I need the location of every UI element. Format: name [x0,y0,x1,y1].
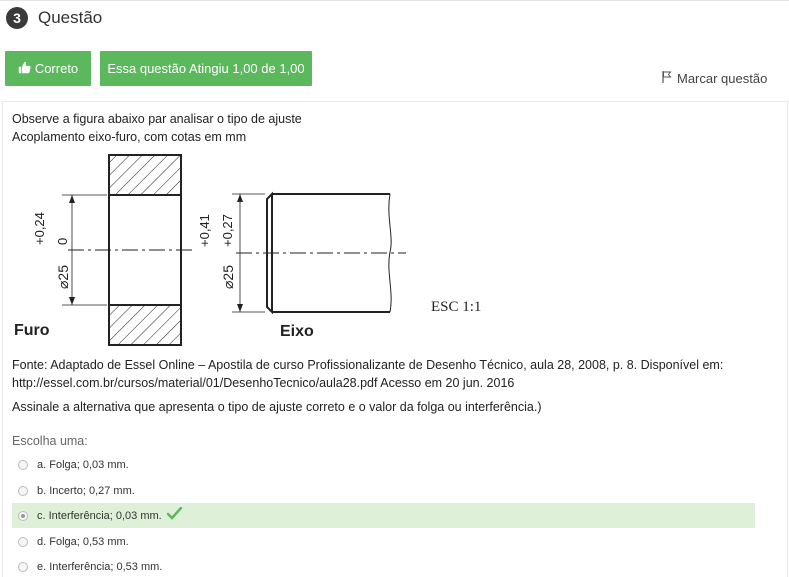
grade-badge: Essa questão Atingiu 1,00 de 1,00 [100,51,312,86]
option-b-label: b. Incerto; 0,27 mm. [37,484,135,497]
thumbs-up-icon [18,61,31,77]
radio-c[interactable] [18,511,28,521]
flag-question-link[interactable] [662,71,767,86]
hole-lower-tolerance: 0 [55,237,70,245]
shaft-drawing [232,194,406,312]
option-c-label: c. Interferência; 0,03 mm. [37,509,162,522]
checkmark-icon [167,507,182,524]
option-a-label: a. Folga; 0,03 mm. [37,458,129,471]
option-e-label: e. Interferência; 0,53 mm. [37,560,163,573]
fit-figure [10,147,490,352]
scale-label: ESC 1:1 [431,299,482,315]
radio-d[interactable] [18,537,28,547]
option-a[interactable] [12,452,755,477]
flag-icon [662,71,677,86]
shaft-upper-tolerance: +0,41 [197,214,212,247]
shaft-lower-tolerance: +0,27 [220,214,235,247]
option-d[interactable] [12,529,755,554]
source-line2: http://essel.com.br/cursos/material/01/DesenhoTecnico/aula28.pdf Acesso em 20 jun. 2016 [12,376,515,390]
question-number-badge: 3 [6,7,28,29]
question-text-line1: Observe a figura abaixo par analisar o tipo de ajuste [12,112,302,126]
flag-label: Marcar questão [677,71,768,86]
option-b[interactable] [12,478,755,503]
question-text-line2: Acoplamento eixo-furo, com cotas em mm [12,130,247,144]
instruction-text: Assinale a alternativa que apresenta o tipo de ajuste correto e o valor da folga ou interferência.) [12,400,542,414]
hole-upper-tolerance: +0,24 [32,212,47,245]
hole-drawing [62,155,195,345]
choose-one-label: Escolha uma: [12,434,88,448]
question-header [6,7,102,29]
radio-a[interactable] [18,460,28,470]
hole-label: Furo [14,322,50,339]
question-title: Questão [38,8,103,27]
radio-e[interactable] [18,562,28,572]
correct-status-badge [5,51,91,86]
option-d-label: d. Folga; 0,53 mm. [37,535,129,548]
correct-label: Correto [34,61,79,76]
option-c[interactable] [12,503,755,528]
option-e[interactable] [12,554,755,577]
top-divider [0,0,789,1]
radio-b[interactable] [18,486,28,496]
source-line1: Fonte: Adaptado de Essel Online – Apostila de curso Profissionalizante de Desenho Técnico, aula 28, 2008, p. 8. Disponível em: [12,358,724,372]
shaft-dia-label: ⌀25 [220,264,236,289]
hole-dia-label: ⌀25 [55,264,71,289]
shaft-label: Eixo [280,323,314,340]
